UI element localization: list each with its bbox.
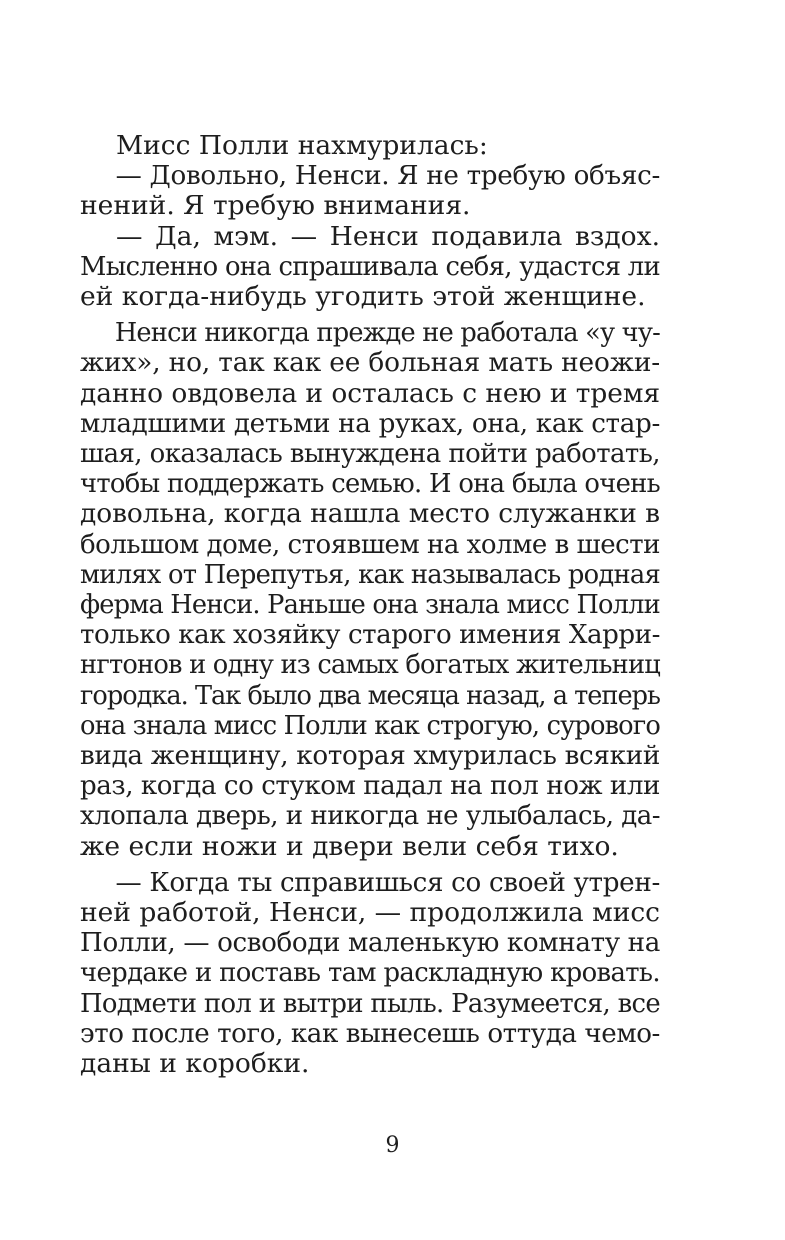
text-line: Мысленно она спрашивала себя, удастся ли xyxy=(80,250,661,282)
text-line: Полли, — освободи маленькую комнату на xyxy=(80,927,660,959)
text-line: нгтонов и одну из самых богатых жительниц xyxy=(80,649,661,681)
text-line: это после того, как вынесешь оттуда чемо- xyxy=(80,1017,660,1049)
paragraph xyxy=(80,161,660,221)
text-line: ей когда-нибудь угодить этой женщине. xyxy=(80,281,646,313)
text-line: ферма Ненси. Раньше она знала мисс Полли xyxy=(80,589,660,621)
text-line: вида женщину, которая хмурилась всякий xyxy=(80,740,660,772)
text-line: же если ножи и двери вели себя тихо. xyxy=(80,830,619,862)
text-line: только как хозяйку старого имения Харри- xyxy=(80,619,660,651)
text-line: ней работой, Ненси, — продолжила мисс xyxy=(80,897,660,929)
text-line: младшими детьми на руках, она, как стар- xyxy=(80,407,661,439)
paragraph xyxy=(80,868,660,1079)
paragraph xyxy=(80,131,660,161)
text-line: чердаке и поставь там раскладную кровать. xyxy=(80,957,660,989)
text-line: — Довольно, Ненси. Я не требую объяс- xyxy=(115,160,661,192)
paragraph xyxy=(80,318,660,862)
text-line: Подмети пол и вытри пыль. Разумеется, все xyxy=(80,987,660,1019)
text-line: нений. Я требую внимания. xyxy=(80,190,471,222)
text-line: милях от Перепутья, как называлась родная xyxy=(80,558,660,590)
text-line: чтобы поддержать семью. И она была очень xyxy=(80,468,661,500)
text-line: она знала мисс Полли как строгую, сурового xyxy=(80,709,661,741)
text-line: жих», но, так как ее больная мать неожи- xyxy=(80,347,661,379)
body-text xyxy=(80,131,660,1079)
text-line: Мисс Полли нахмурилась: xyxy=(116,130,488,161)
text-line: большом доме, стоявшем на холме в шести xyxy=(80,528,661,560)
text-line: — Да, мэм. — Ненси подавила вздох. xyxy=(116,220,660,252)
text-line: раз, когда со стуком падал на пол нож или xyxy=(80,770,661,802)
text-line: городка. Так было два месяца назад, а теперь xyxy=(80,679,660,711)
text-line: довольна, когда нашла место служанки в xyxy=(80,498,660,530)
text-line: данно овдовела и осталась с нею и тремя xyxy=(80,377,661,409)
page-number: 9 xyxy=(385,1133,400,1158)
text-line: — Когда ты справишься со своей утрен- xyxy=(115,866,660,898)
text-line: Ненси никогда прежде не работала «у чу- xyxy=(114,317,661,349)
text-line: даны и коробки. xyxy=(80,1048,310,1080)
text-line: шая, оказалась вынуждена пойти работать, xyxy=(80,438,660,470)
paragraph xyxy=(80,222,660,313)
text-line: хлопала дверь, и никогда не улыбалась, да- xyxy=(80,800,661,832)
